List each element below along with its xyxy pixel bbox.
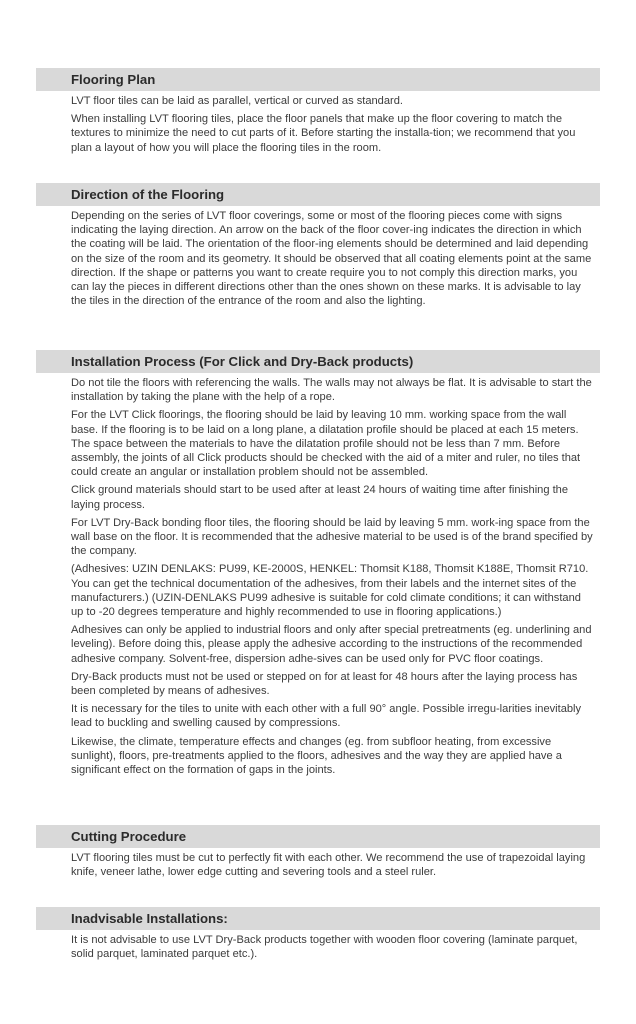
paragraph: When installing LVT flooring tiles, place the floor panels that make up the floor covering to match the textures to minimize the need to cut parts of it. Before starting the installa-tion; we recommend that you plan a layout of how you will place the flooring tiles in the room. [71, 113, 576, 154]
section-heading: Cutting Procedure [36, 825, 600, 848]
section-heading: Installation Process (For Click and Dry-Back products) [36, 350, 600, 373]
paragraph: Dry-Back products must not be used or stepped on for at least for 48 hours after the laying process has been completed by means of adhesives. [71, 670, 578, 698]
section-body [36, 94, 600, 155]
section-heading: Flooring Plan [36, 68, 600, 91]
paragraph: It is not advisable to use LVT Dry-Back products together with wooden floor covering (laminate parquet, solid parquet, laminated parquet etc.). [71, 934, 578, 961]
paragraph: Depending on the series of LVT floor coverings, some or most of the flooring pieces come with signs indicating the laying direction. An arrow on the back of the floor cover-ing indicates the direction in which the coating will be laid. The orientation of the floor-ing elements should be determined and laid depending on the size of the room and its geometry. It should be observed that all coating elements point at the same direction. If the shape or patterns you want to create require you to not comply this direction marks, you can lay the pieces in different directions other than the ones shown on these marks. It is advisable to lay the tiles in the direction of the entrance of the room and also the lighting. [71, 210, 592, 308]
section-body [36, 376, 600, 777]
section-cutting-procedure [36, 825, 600, 883]
section-flooring-plan [36, 68, 600, 159]
section-installation-process [36, 350, 600, 781]
paragraph: Likewise, the climate, temperature effects and changes (eg. from subfloor heating, from excessive sunlight), floors, pre-treatments applied to the floors, adhesives and the way they are applied have a significant effect on the formation of gaps in the joints. [71, 735, 562, 777]
paragraph: LVT floor tiles can be laid as parallel, vertical or curved as standard. [71, 95, 403, 107]
section-body [36, 851, 600, 879]
section-heading: Inadvisable Installations: [36, 907, 600, 930]
section-direction-of-flooring [36, 183, 600, 312]
paragraph: Click ground materials should start to be used after at least 24 hours of waiting time after finishing the laying process. [71, 484, 569, 511]
section-heading: Direction of the Flooring [36, 183, 600, 206]
section-inadvisable-installations [36, 907, 600, 965]
paragraph: (Adhesives: UZIN DENLAKS: PU99, KE-2000S, HENKEL: Thomsit K188, Thomsit K188E, Thomsit R710. You can get the technical documentation of the adhesives, from their labels and the internet sites of the manufacturers.) (UZIN-DENLAKS PU99 adhesive is suitable for cold climate conditions; it can withstand up to -20 degrees temperature and highly recommended to use in flooring applications.) [71, 563, 589, 619]
section-body [36, 209, 600, 308]
paragraph: It is necessary for the tiles to unite with each other with a full 90° angle. Possible irregu-larities inevitably lead to buckling and swelling caused by compressions. [71, 703, 582, 730]
paragraph: For LVT Dry-Back bonding floor tiles, the flooring should be laid by leaving 5 mm. work-ing space from the wall base on the floor. It is recommended that the adhesive material to be used is of the brand specified by the company. [71, 516, 593, 558]
section-body [36, 933, 600, 961]
paragraph: LVT flooring tiles must be cut to perfectly fit with each other. We recommend the use of trapezoidal laying knife, veneer lathe, lower edge cutting and severing tools and a steel ruler. [71, 852, 586, 879]
paragraph: Do not tile the floors with referencing the walls. The walls may not always be flat. It is advisable to start the installation by taking the plane with the help of a rope. [71, 377, 592, 404]
paragraph: For the LVT Click floorings, the flooring should be laid by leaving 10 mm. working space from the wall base. If the flooring is to be laid on a long plane, a dilatation profile should be placed at each 15 meters. The space between the materials to have the dilatation profile should not be less than 7 mm. Before assembly, the joints of all Click products should be checked with the aid of a miter and ruler, no tiles that could create an angular or installation problem should not be assembled. [71, 409, 581, 479]
paragraph: Adhesives can only be applied to industrial floors and only after special pretreatments (eg. underlining and leveling). Before doing this, please apply the adhesive according to the instructions of the recommended adhesive company. Solvent-free, dispersion adhe-sives can be used only for PVC floor coatings. [71, 624, 592, 665]
